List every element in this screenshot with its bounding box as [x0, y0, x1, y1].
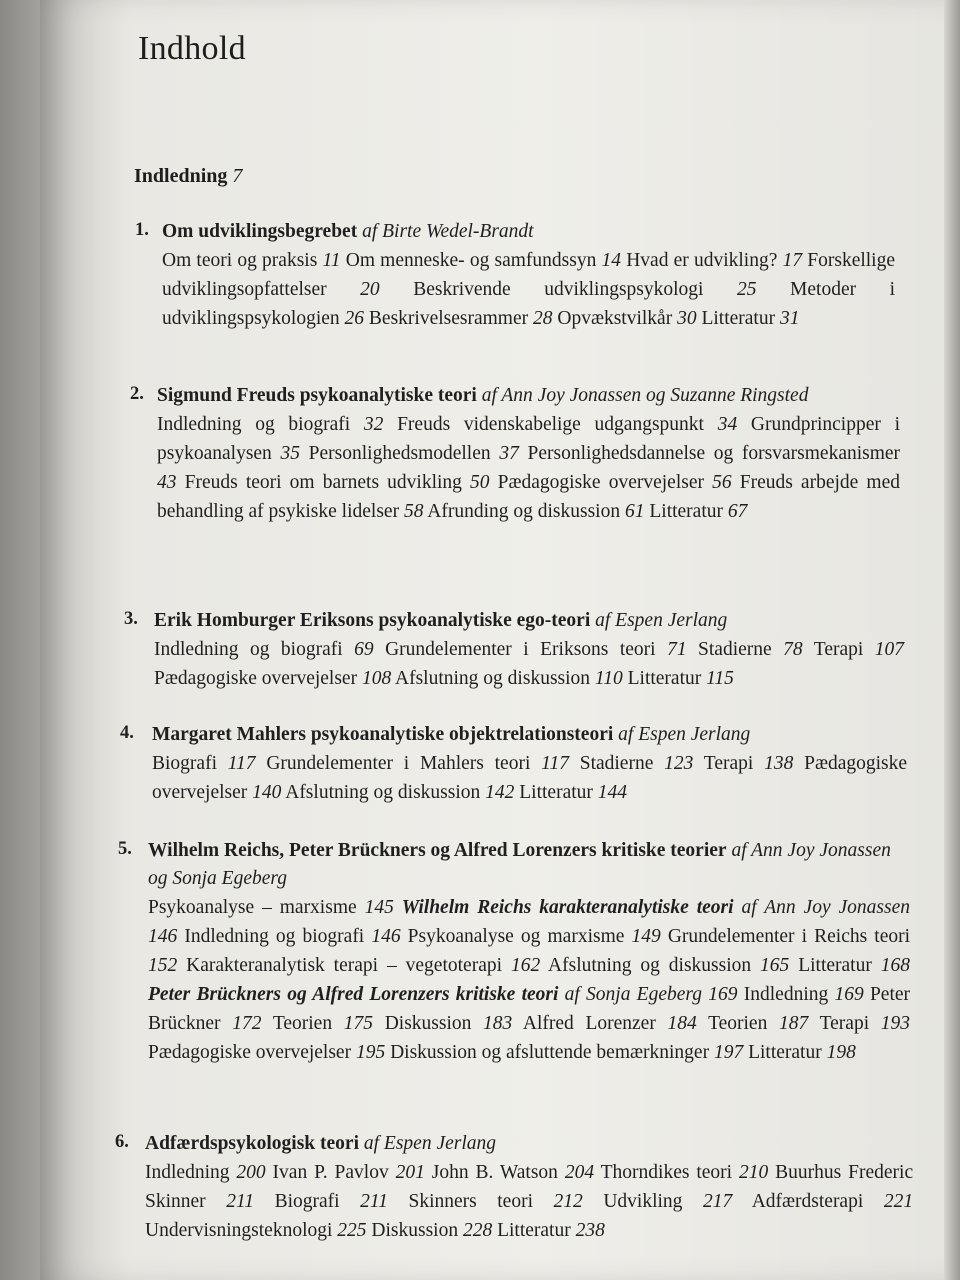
page-title: Indhold — [138, 30, 246, 67]
toc-entry — [162, 250, 341, 271]
entry-page: 193 — [880, 1013, 911, 1034]
entry-title: Indledning og biografi — [184, 926, 365, 947]
page-edge — [944, 0, 960, 1280]
toc-entry — [708, 1013, 808, 1034]
entry-page: 34 — [717, 414, 738, 435]
toc-entry — [704, 753, 794, 774]
toc-entry — [397, 414, 737, 435]
entry-page: 14 — [601, 250, 622, 271]
entry-title: Grundelementer i Mahlers teori — [266, 753, 531, 774]
chapter-heading — [152, 721, 907, 749]
entry-title: Hvad er udvikling? — [626, 250, 778, 271]
entry-title: Skinners teori — [408, 1191, 533, 1212]
chapter-heading — [145, 1130, 913, 1158]
entry-page: 69 — [354, 639, 374, 660]
chapter-number: 3. — [124, 609, 138, 629]
toc-entry — [523, 1013, 697, 1034]
entry-title: Pædagogiske overvejelser — [497, 472, 704, 493]
entry-title: Biografi — [274, 1191, 340, 1212]
toc-entry — [408, 926, 661, 947]
chapter-contents — [154, 635, 904, 693]
entry-title: Litteratur — [649, 501, 723, 522]
entry-title: Litteratur — [627, 668, 702, 689]
entry-page: 172 — [232, 1013, 262, 1034]
toc-entry — [266, 753, 569, 774]
toc-entry — [548, 955, 789, 976]
toc-entry — [148, 984, 558, 1005]
toc-entry — [185, 472, 490, 493]
intro-page: 7 — [232, 165, 243, 187]
entry-title: Indledning og biografi — [157, 414, 351, 435]
entry-title: Karakteranalytisk terapi – vegetoterapi — [186, 955, 503, 976]
toc-entry — [798, 955, 910, 976]
entry-title: Pædagogiske overvejelser — [152, 753, 908, 803]
entry-title: Litteratur — [519, 782, 593, 803]
entry-page: 162 — [510, 955, 541, 976]
entry-page: 78 — [783, 639, 803, 660]
entry-author: af Sonja Egeberg — [564, 984, 703, 1005]
entry-page: 71 — [667, 639, 687, 660]
entry-page: 20 — [360, 279, 380, 300]
entry-title: Psykoanalyse – marxisme — [148, 897, 357, 918]
toc-entry — [385, 1013, 513, 1034]
toc-entry — [154, 639, 374, 660]
toc-entry — [390, 1042, 743, 1063]
entry-title: John B. Watson — [431, 1162, 558, 1183]
entry-title: Afrunding og diskussion — [427, 501, 621, 522]
toc-entry — [498, 472, 732, 493]
entry-title: Diskussion — [371, 1220, 459, 1241]
entry-title: Grundelementer i Reichs teori — [667, 926, 911, 947]
entry-page: 108 — [361, 668, 392, 689]
toc-entry — [369, 308, 553, 329]
chapter-entry — [130, 382, 901, 526]
entry-page: 123 — [664, 753, 694, 774]
chapter-heading — [162, 218, 895, 246]
entry-page: 197 — [713, 1042, 744, 1063]
chapter-title: Adfærdspsykologisk teori — [145, 1133, 359, 1154]
toc-entry — [285, 782, 514, 803]
toc-entry — [148, 1042, 385, 1063]
toc-entry — [154, 668, 391, 689]
toc-entry — [402, 897, 734, 918]
entry-page: 204 — [564, 1162, 595, 1183]
entry-page: 238 — [575, 1220, 605, 1241]
entry-title: Undervisningsteknologi — [145, 1220, 333, 1241]
entry-page: 11 — [322, 250, 341, 271]
entry-page: 146 — [371, 926, 401, 947]
entry-page: 187 — [779, 1013, 809, 1034]
toc-entry — [275, 1191, 388, 1212]
entry-title: Teorien — [708, 1013, 768, 1034]
entry-page: 56 — [712, 472, 732, 493]
entry-title: Terapi — [819, 1013, 870, 1034]
entry-page: 201 — [395, 1162, 425, 1183]
entry-title: Terapi — [703, 753, 754, 774]
toc-entry — [157, 414, 383, 435]
toc-entry — [649, 501, 747, 522]
toc-entry — [309, 443, 519, 464]
toc-entry — [371, 1220, 492, 1241]
chapter-title: Wilhelm Reichs, Peter Brückners og Alfred Lorenzers kritiske teorier — [148, 840, 727, 861]
chapter-contents — [162, 246, 895, 333]
entry-page: 67 — [727, 501, 748, 522]
entry-page: 184 — [667, 1013, 697, 1034]
entry-page: 26 — [344, 308, 365, 329]
entry-page: 43 — [157, 472, 177, 493]
entry-title: Litteratur — [748, 1042, 822, 1063]
entry-title: Stadierne — [698, 639, 772, 660]
toc-entry — [273, 1013, 373, 1034]
entry-title: Stadierne — [579, 753, 654, 774]
chapter-author: af Espen Jerlang — [618, 724, 751, 745]
entry-title: Beskrivelsesrammer — [368, 308, 529, 329]
entry-page: 140 — [252, 782, 282, 803]
chapter-author: af Espen Jerlang — [595, 610, 728, 631]
entry-page: 17 — [782, 250, 803, 271]
entry-title: Adfærdsterapi — [751, 1191, 864, 1212]
entry-title: Grundprincipper i psykoanalysen — [157, 414, 900, 464]
toc-entry — [626, 250, 802, 271]
toc-entry — [427, 501, 644, 522]
entry-title: Litteratur — [497, 1220, 571, 1241]
entry-title: Indledning og biografi — [154, 639, 343, 660]
entry-page: 117 — [227, 753, 256, 774]
entry-page: 110 — [594, 668, 623, 689]
chapter-number: 1. — [135, 220, 149, 240]
entry-page: 152 — [148, 955, 178, 976]
chapter-author: af Ann Joy Jonassen og Suzanne Ringsted — [481, 385, 809, 406]
toc-entry — [145, 1162, 266, 1183]
entry-title: Opvækstvilkår — [557, 308, 673, 329]
entry-page: 169 — [708, 984, 738, 1005]
entry-page: 37 — [499, 443, 519, 464]
entry-page: 149 — [631, 926, 661, 947]
entry-title: Grundelementer i Eriksons teori — [385, 639, 656, 660]
entry-page: 175 — [343, 1013, 374, 1034]
entry-page: 31 — [779, 308, 800, 329]
toc-entry — [748, 1042, 856, 1063]
entry-title: Afslutning og diskussion — [548, 955, 752, 976]
entry-page: 200 — [236, 1162, 266, 1183]
entry-page: 145 — [364, 897, 394, 918]
entry-page: 58 — [403, 501, 424, 522]
entry-page: 211 — [360, 1191, 388, 1212]
toc-entry — [395, 668, 623, 689]
chapter-author: af Ann Joy Jonassen og Sonja Egeberg — [148, 840, 891, 889]
entry-title: Pædagogiske overvejelser — [154, 668, 358, 689]
chapter-entry — [115, 1130, 914, 1245]
entry-page: 50 — [470, 472, 490, 493]
intro-label: Indledning — [134, 165, 228, 187]
entry-title: Forskellige udviklingsopfattelser — [162, 250, 896, 300]
toc-entry — [497, 1220, 605, 1241]
toc-entry — [152, 753, 256, 774]
entry-title: Afslutning og diskussion — [395, 668, 591, 689]
entry-page: 107 — [874, 639, 905, 660]
entry-page: 221 — [883, 1191, 914, 1212]
entry-title: Terapi — [813, 639, 864, 660]
entry-title: Indledning — [743, 984, 829, 1005]
entry-page: 195 — [355, 1042, 386, 1063]
entry-title: Udvikling — [603, 1191, 683, 1212]
entry-page: 183 — [483, 1013, 513, 1034]
entry-title: Om teori og praksis — [162, 250, 318, 271]
entry-title: Biografi — [152, 753, 217, 774]
entry-page: 61 — [624, 501, 645, 522]
entry-title: Teorien — [272, 1013, 333, 1034]
entry-page: 211 — [226, 1191, 255, 1212]
chapter-heading — [157, 382, 900, 410]
entry-page: 142 — [485, 782, 515, 803]
entry-title: Personlighedsmodellen — [308, 443, 491, 464]
entry-title: Diskussion — [384, 1013, 472, 1034]
entry-page: 146 — [148, 926, 178, 947]
toc-entry — [273, 1162, 425, 1183]
chapter-heading — [154, 607, 904, 635]
entry-page: 228 — [462, 1220, 493, 1241]
entry-title: Litteratur — [701, 308, 776, 329]
toc-entry — [814, 639, 904, 660]
entry-page: 28 — [533, 308, 553, 329]
chapter-entry — [124, 607, 905, 693]
entry-title: Freuds teori om barnets udvikling — [184, 472, 462, 493]
toc-entry — [432, 1162, 594, 1183]
toc-entry — [148, 897, 394, 918]
chapter-contents — [152, 749, 907, 807]
toc-entry — [346, 250, 621, 271]
toc-entry — [184, 926, 400, 947]
chapter-heading — [148, 837, 910, 893]
chapter-contents — [157, 410, 900, 526]
entry-page: 212 — [553, 1191, 583, 1212]
toc-entry — [580, 753, 694, 774]
entry-page: 169 — [834, 984, 864, 1005]
chapter-entry — [135, 218, 896, 333]
toc-entry — [628, 668, 734, 689]
entry-page: 225 — [337, 1220, 367, 1241]
chapter-entry — [120, 721, 908, 807]
toc-entry — [698, 639, 803, 660]
chapter-author: af Espen Jerlang — [363, 1133, 497, 1154]
toc-entry — [145, 1220, 367, 1241]
entry-title: Peter Brückner — [148, 984, 911, 1034]
entry-title: Freuds videnskabelige udgangspunkt — [397, 414, 704, 435]
toc-entry — [744, 984, 864, 1005]
entry-page: 25 — [737, 279, 757, 300]
entry-title: Peter Brückners og Alfred Lorenzers kritiske teori — [148, 984, 559, 1005]
chapter-contents — [145, 1158, 913, 1245]
entry-page: 35 — [280, 443, 300, 464]
entry-title: Thorndikes teori — [600, 1162, 733, 1183]
chapter-entry — [118, 837, 911, 1067]
chapter-title: Margaret Mahlers psykoanalytiske objektrelationsteori — [152, 724, 614, 745]
entry-title: Personlighedsdannelse og forsvarsmekanismer — [527, 443, 901, 464]
entry-page: 117 — [541, 753, 569, 774]
entry-page: 115 — [706, 668, 734, 689]
chapter-author: af Birte Wedel-Brandt — [362, 221, 534, 242]
entry-title: Psykoanalyse og marxisme — [407, 926, 625, 947]
entry-page: 217 — [702, 1191, 733, 1212]
entry-title: Diskussion og afsluttende bemærkninger — [390, 1042, 710, 1063]
entry-page: 30 — [677, 308, 697, 329]
entry-author: af Ann Joy Jonassen — [741, 897, 911, 918]
entry-page: 210 — [739, 1162, 769, 1183]
chapter-number: 4. — [120, 723, 134, 743]
chapter-contents — [148, 893, 910, 1067]
entry-title: Buurhus Frederic Skinner — [145, 1162, 914, 1212]
entry-page: 198 — [826, 1042, 856, 1063]
chapter-number: 5. — [118, 839, 132, 859]
entry-title: Ivan P. Pavlov — [272, 1162, 389, 1183]
toc-entry — [601, 1162, 769, 1183]
toc-entry — [186, 955, 540, 976]
entry-title: Om menneske- og samfundssyn — [345, 250, 597, 271]
entry-page: 144 — [597, 782, 628, 803]
toc-entry — [385, 639, 686, 660]
chapter-title: Sigmund Freuds psykoanalytiske teori — [157, 385, 477, 406]
entry-page: 138 — [764, 753, 794, 774]
chapter-title: Om udviklingsbegrebet — [162, 221, 358, 242]
toc-entry — [519, 782, 627, 803]
entry-title: Indledning — [145, 1162, 230, 1183]
chapter-number: 2. — [130, 384, 144, 404]
entry-title: Alfred Lorenzer — [522, 1013, 656, 1034]
entry-title: Afslutning og diskussion — [285, 782, 481, 803]
entry-title: Beskrivende udviklingspsykologi — [413, 279, 704, 300]
entry-page: 165 — [760, 955, 790, 976]
intro-entry — [134, 165, 242, 188]
toc-entry — [701, 308, 799, 329]
entry-title: Pædagogiske overvejelser — [148, 1042, 352, 1063]
toc-entry — [413, 279, 756, 300]
entry-title: Litteratur — [798, 955, 872, 976]
toc-entry — [603, 1191, 732, 1212]
toc-entry — [820, 1013, 910, 1034]
entry-title: Metoder i udviklingspsykologien — [162, 279, 896, 329]
chapter-number: 6. — [115, 1132, 129, 1152]
entry-page: 32 — [363, 414, 384, 435]
entry-page: 168 — [880, 955, 911, 976]
toc-entry — [557, 308, 696, 329]
toc-entry — [408, 1191, 582, 1212]
toc-entry — [752, 1191, 913, 1212]
chapter-title: Erik Homburger Eriksons psykoanalytiske ego-teori — [154, 610, 591, 631]
entry-title: Wilhelm Reichs karakteranalytiske teori — [401, 897, 734, 918]
entry-title: Freuds arbejde med behandling af psykiske lidelser — [157, 472, 901, 522]
